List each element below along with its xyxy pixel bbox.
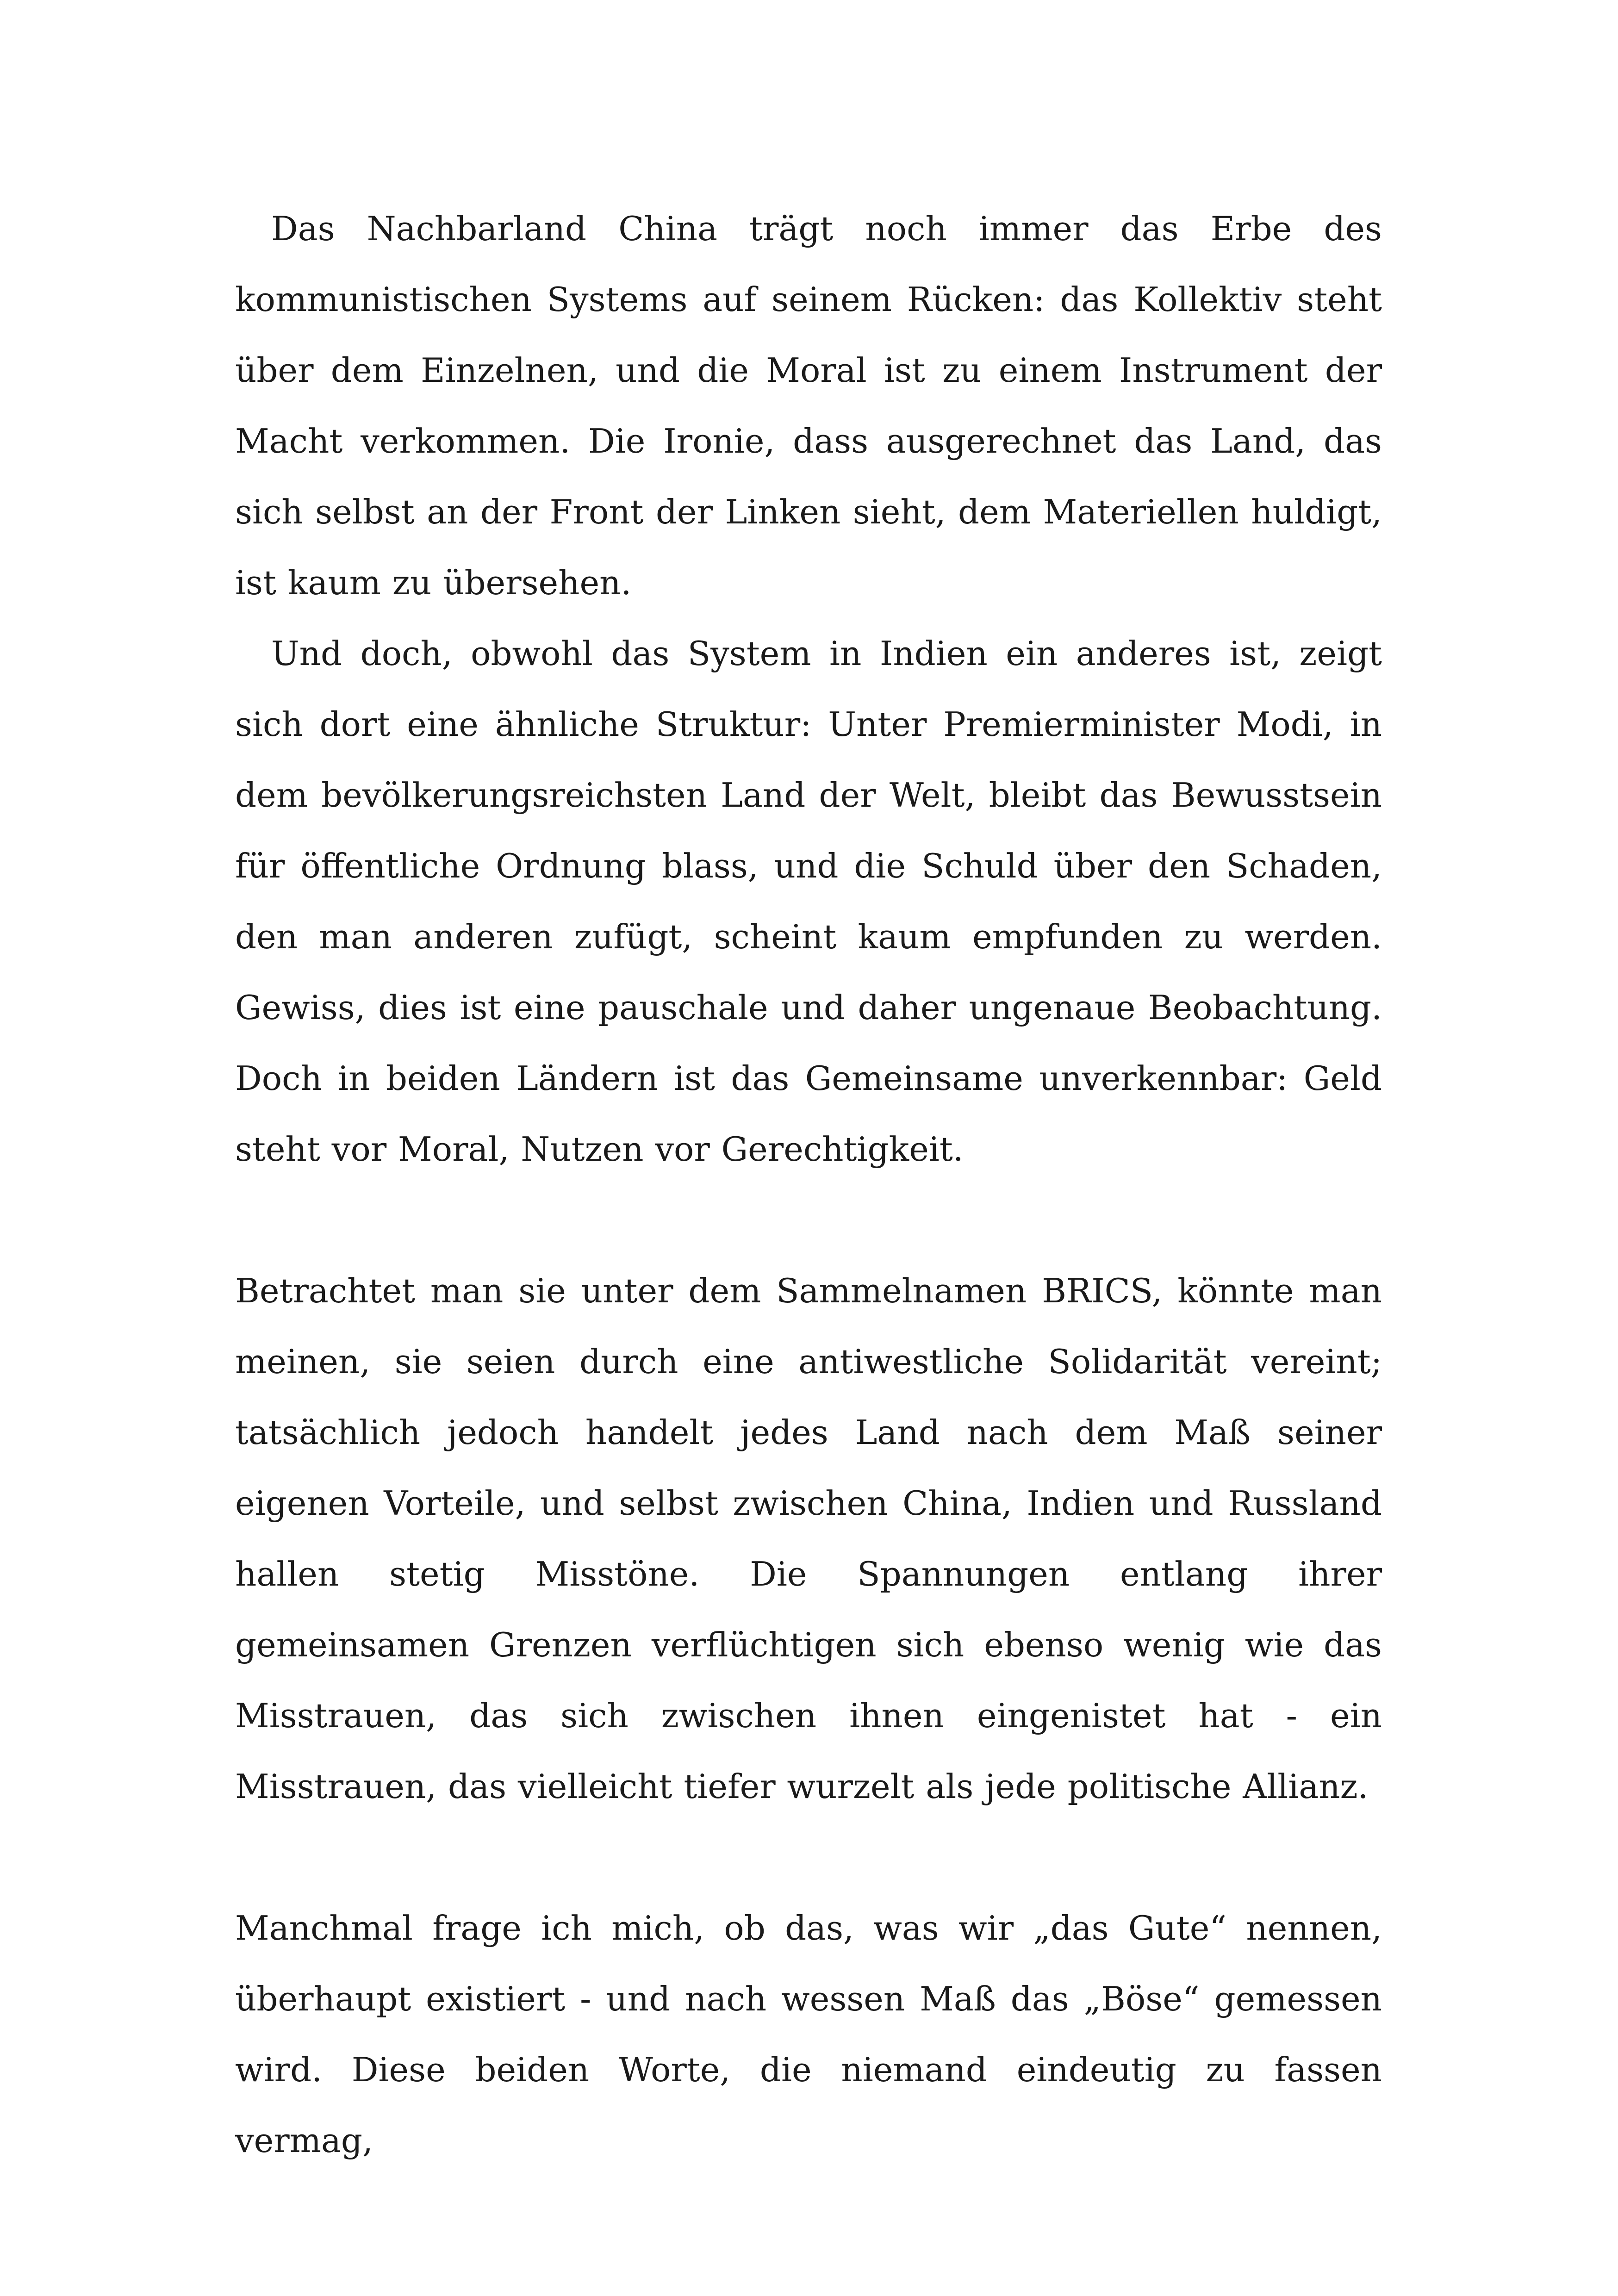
paragraph-spacer (235, 1822, 1382, 1893)
paragraph-india: Und doch, obwohl das System in Indien ein anderes ist, zeigt sich dort eine ähnliche Struktur: Unter Premierminister Modi, in dem bevölkerungsreichsten Land der Welt, bleibt das Bewusstsein für öffentliche Ordnung blass, und die Schuld über den Schaden, den man anderen zufügt, scheint kaum empfunden zu werden. Gewiss, dies ist eine pauschale und daher ungenaue Beobachtung. Doch in beiden Ländern ist das Gemeinsame unverkennbar: Geld steht vor Moral, Nutzen vor Gerechtigkeit. (235, 634, 1382, 1169)
document-body (235, 193, 1382, 2176)
paragraph-spacer (235, 1185, 1382, 1256)
paragraph-brics: Betrachtet man sie unter dem Sammelnamen BRICS, könnte man meinen, sie seien durch eine antiwestliche Solidarität vereint; tatsächlich jedoch handelt jedes Land nach dem Maß seiner eigenen Vorteile, und selbst zwischen China, Indien und Russland hallen stetig Misstöne. Die Spannungen entlang ihrer gemeinsamen Grenzen verflüchtigen sich ebenso wenig wie das Misstrauen, das sich zwischen ihnen eingenistet hat - ein Misstrauen, das vielleicht tiefer wurzelt als jede politische Allianz. (235, 1271, 1382, 1806)
paragraph-good-and-evil: Manchmal frage ich mich, ob das, was wir „das Gute“ nennen, überhaupt existiert - und nach wessen Maß das „Böse“ gemessen wird. Diese beiden Worte, die niemand eindeutig zu fassen vermag, (235, 1909, 1382, 2160)
paragraph-china: Das Nachbarland China trägt noch immer das Erbe des kommunistischen Systems auf seinem Rücken: das Kollektiv steht über dem Einzelnen, und die Moral ist zu einem Instrument der Macht verkommen. Die Ironie, dass ausgerechnet das Land, das sich selbst an der Front der Linken sieht, dem Materiellen huldigt, ist kaum zu übersehen. (235, 209, 1382, 602)
